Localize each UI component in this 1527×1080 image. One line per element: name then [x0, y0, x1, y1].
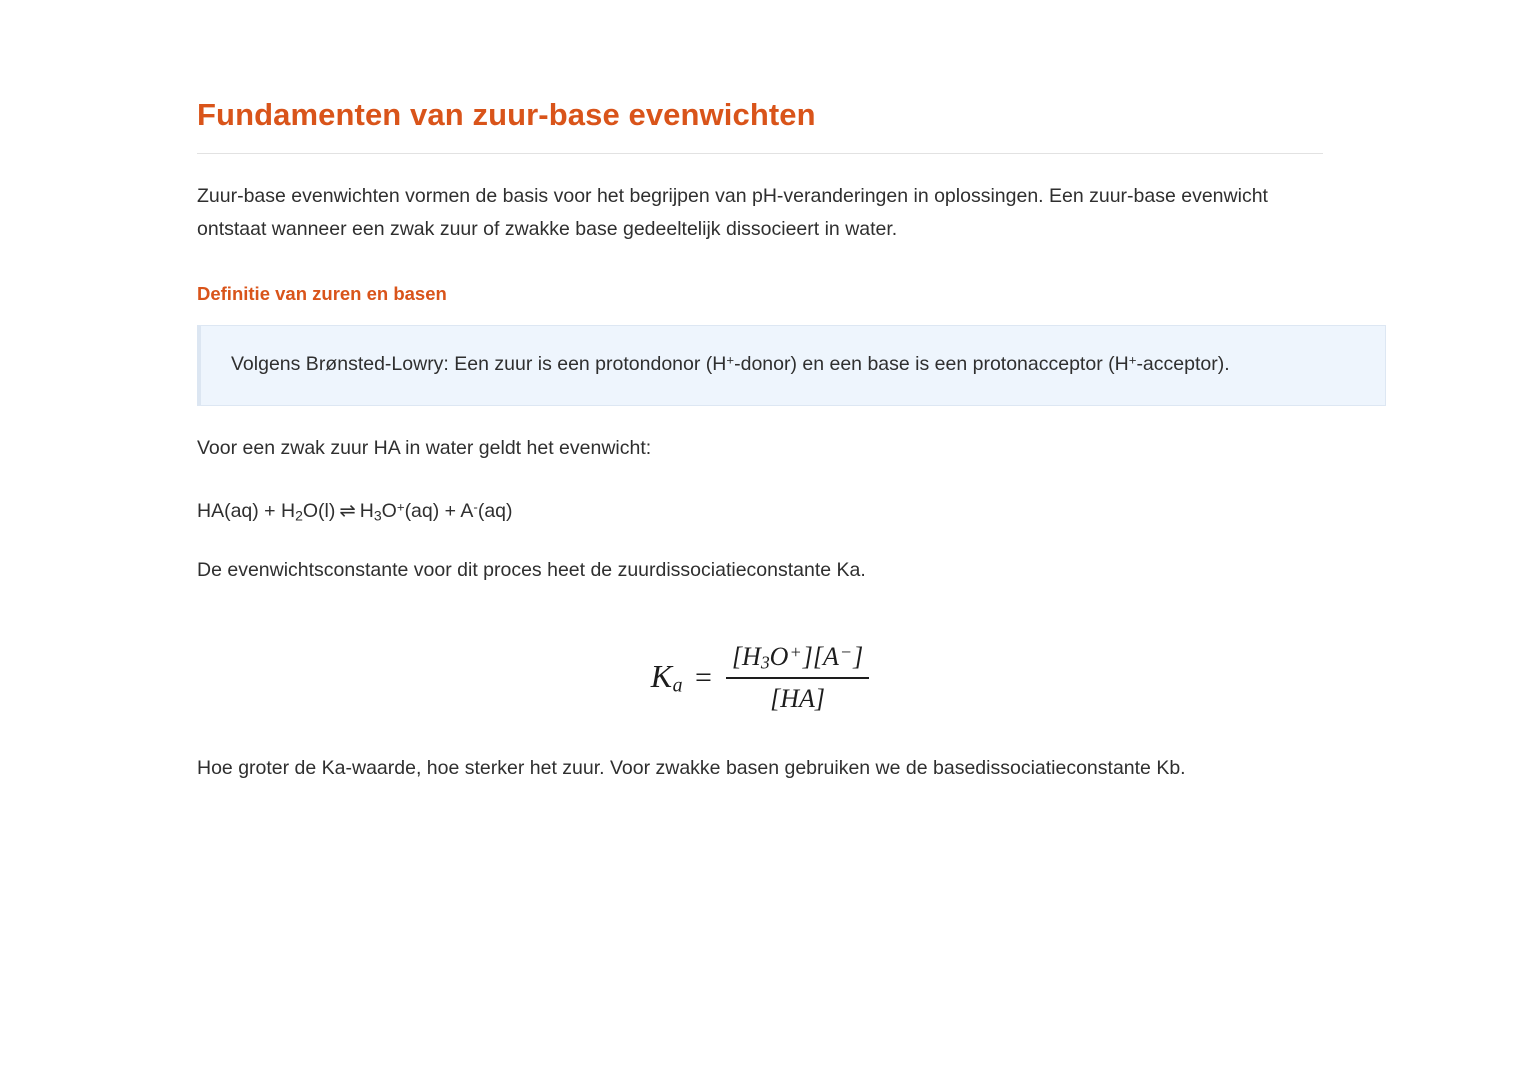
ka-formula — [651, 642, 870, 715]
equilibrium-arrow-icon: ⇌ — [339, 498, 356, 522]
callout-text-part2: -donor) en een base is een protonacceptor (H — [734, 352, 1129, 375]
callout-superscript-plus-1: + — [726, 352, 735, 368]
reaction-right-subscript: 3 — [373, 507, 382, 524]
equals-sign: = — [695, 660, 712, 694]
definition-callout — [197, 325, 1386, 407]
callout-superscript-plus-2: + — [1128, 352, 1137, 368]
reaction-right-part1: H — [359, 499, 374, 522]
intro-paragraph: Zuur-base evenwichten vormen de basis voor het begrijpen van pH-veranderingen in oplossingen. Een zuur-base evenwicht ontstaat wanneer een zwak zuur of zwakke base gedeeltelijk dissocieert in water. — [197, 184, 1268, 241]
callout-text-part3: -acceptor). — [1136, 352, 1230, 375]
ka-numerator: $[H_3O^+][A^-]$ — [731, 641, 864, 673]
ka-formula-block — [197, 630, 1323, 726]
reaction-left-part1: HA(aq) + H — [197, 499, 296, 522]
closing-paragraph: Hoe groter de Ka-waarde, hoe sterker het zuur. Voor zwakke basen gebruiken we de basedissociatieconstante Kb. — [197, 756, 1186, 779]
reaction-equation — [197, 494, 1387, 528]
section-heading-definitie: Definitie van zuren en basen — [197, 282, 447, 304]
title-divider — [197, 153, 1323, 154]
reaction-right-part3: (aq) + A — [404, 499, 474, 522]
constant-paragraph: De evenwichtsconstante voor dit proces heet de zuurdissociatieconstante Ka. — [197, 559, 866, 582]
equilibrium-intro-paragraph: Voor een zwak zuur HA in water geldt het evenwicht: — [197, 437, 652, 460]
ka-symbol-subscript: a — [672, 674, 683, 697]
reaction-right-charge-plus: + — [396, 499, 405, 515]
ka-denominator: [HA] — [770, 684, 826, 714]
reaction-right-charge-minus: - — [473, 499, 478, 515]
reaction-left-part2: O(l) — [302, 499, 336, 522]
callout-text-part1: Volgens Brønsted-Lowry: Een zuur is een protondonor (H — [231, 352, 727, 375]
reaction-left-subscript: 2 — [295, 507, 303, 524]
reaction-right-part4: (aq) — [477, 499, 513, 522]
ka-fraction — [726, 642, 869, 715]
ka-symbol: $K_a$ — [650, 658, 683, 697]
reaction-right-part2: O — [381, 499, 397, 522]
page-title: Fundamenten van zuur-base evenwichten — [197, 97, 816, 132]
